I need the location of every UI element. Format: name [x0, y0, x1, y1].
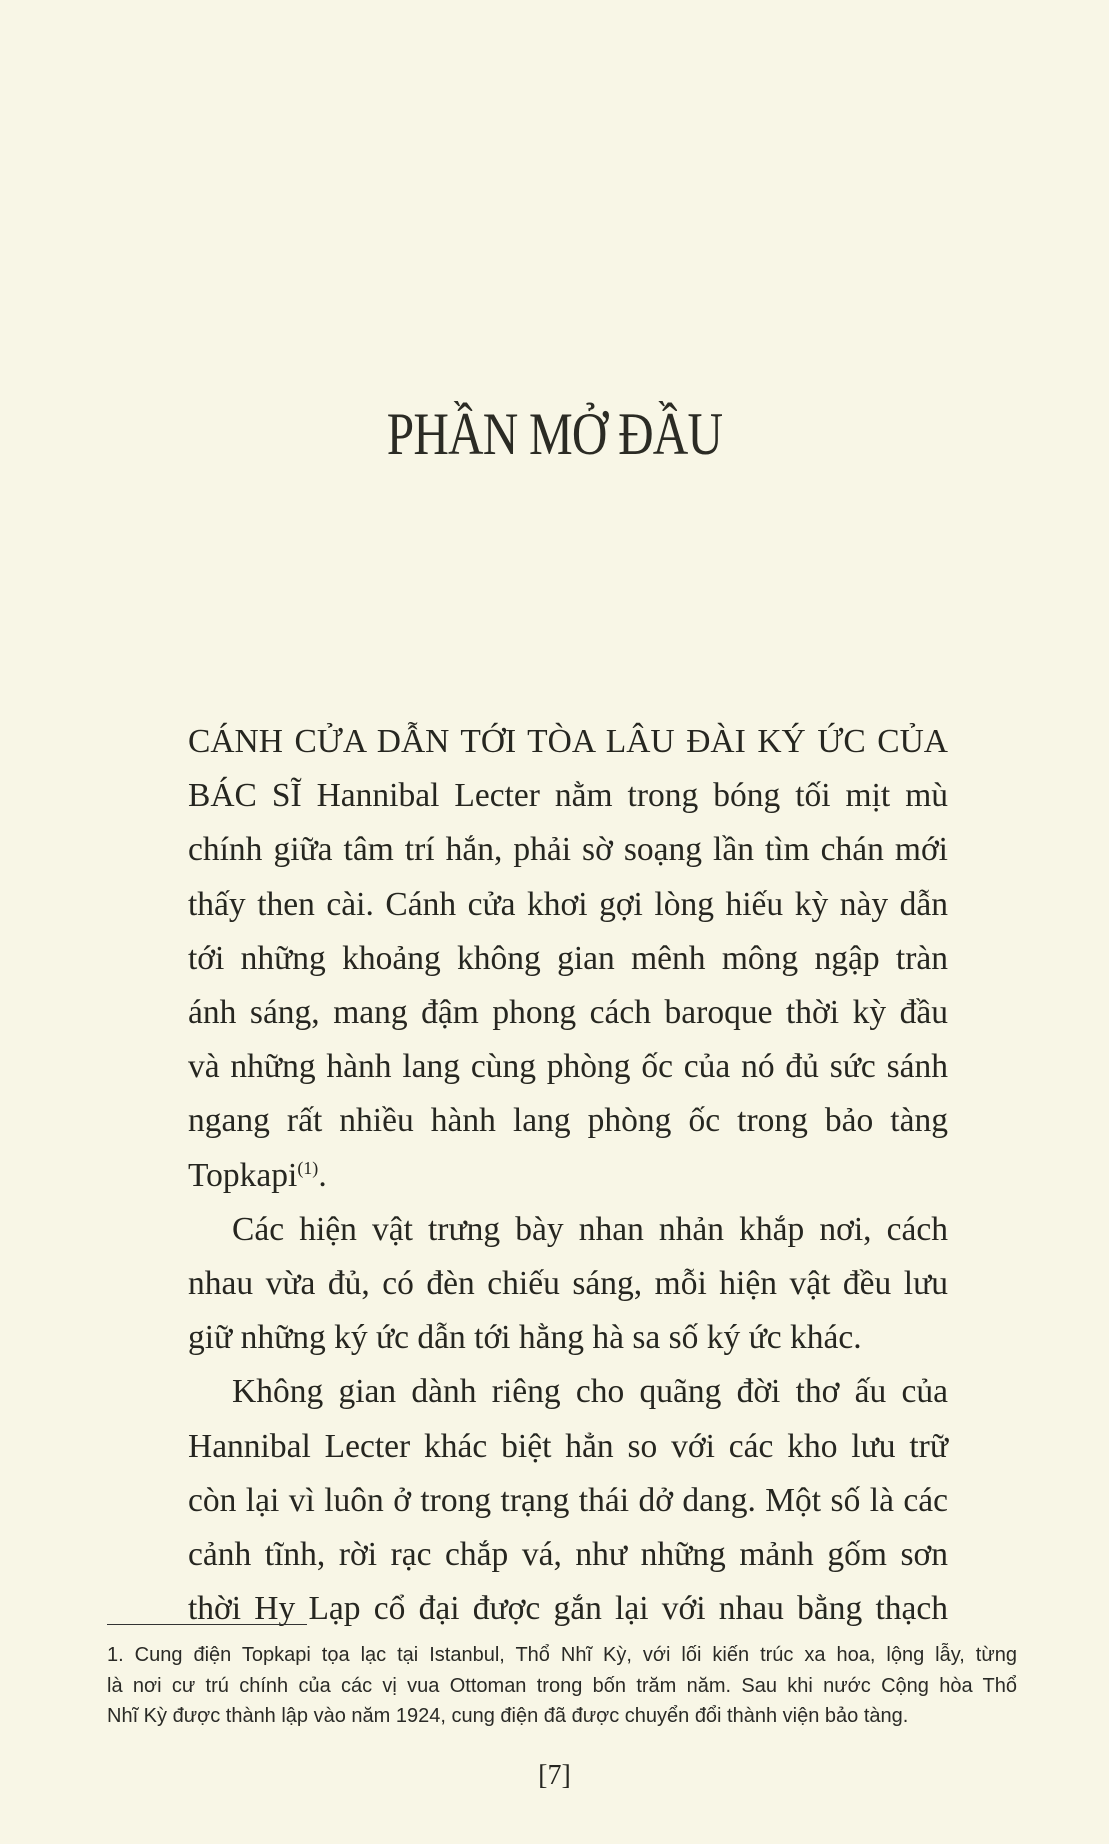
chapter-heading: PHẦN MỞ ĐẦU: [386, 401, 723, 467]
text-line: BÁC SĨ Hannibal Lecter nằm trong bóng tối mịt mù: [188, 777, 948, 815]
paragraph-2: [188, 1203, 948, 1366]
text-line: còn lại vì luôn ở trong trạng thái dở dang. Một số là các: [188, 1481, 948, 1519]
text-line: nhau vừa đủ, có đèn chiếu sáng, mỗi hiện vật đều lưu: [188, 1265, 948, 1303]
page-number: [7]: [538, 1760, 571, 1791]
body-text: [188, 715, 948, 1636]
text-line: chính giữa tâm trí hắn, phải sờ soạng lần tìm chán mới: [188, 831, 948, 869]
text-line: giữ những ký ức dẫn tới hằng hà sa số ký ức khác.: [188, 1319, 862, 1357]
text-line: tới những khoảng không gian mênh mông ngập tràn: [188, 939, 948, 977]
text-line: Hannibal Lecter khác biệt hẳn so với các kho lưu trữ: [188, 1427, 948, 1465]
footnote-divider: [107, 1624, 307, 1625]
footnote-line: 1. Cung điện Topkapi tọa lạc tại Istanbul, Thổ Nhĩ Kỳ, với lối kiến trúc xa hoa, lộng lẫy, từng: [107, 1644, 1017, 1666]
text-line: [188, 1149, 948, 1203]
text-line: CÁNH CỬA DẪN TỚI TÒA LÂU ĐÀI KÝ ỨC CỦA: [188, 723, 948, 760]
paragraph-3: [188, 1365, 948, 1636]
topkapi-word: Topkapi: [188, 1156, 298, 1194]
footnote-ref[interactable]: (1): [297, 1157, 319, 1178]
text-line: Không gian dành riêng cho quãng đời thơ ấu của: [232, 1373, 948, 1411]
text-line: cảnh tĩnh, rời rạc chắp vá, như những mảnh gốm sơn: [188, 1536, 948, 1574]
text-line: ngang rất nhiều hành lang phòng ốc trong bảo tàng: [188, 1102, 948, 1140]
text-line: ánh sáng, mang đậm phong cách baroque thời kỳ đầu: [188, 994, 948, 1032]
text-line: và những hành lang cùng phòng ốc của nó đủ sức sánh: [188, 1048, 948, 1086]
paragraph-1: [188, 715, 948, 1203]
text-line: Các hiện vật trưng bày nhan nhản khắp nơi, cách: [232, 1210, 948, 1248]
text-line: thời Hy Lạp cổ đại được gắn lại với nhau bằng thạch: [188, 1590, 948, 1628]
text-line: thấy then cài. Cánh cửa khơi gợi lòng hiếu kỳ này dẫn: [188, 885, 948, 923]
footnote: [107, 1640, 1017, 1732]
period: .: [318, 1156, 327, 1194]
footnote-line: là nơi cư trú chính của các vị vua Ottoman trong bốn trăm năm. Sau khi nước Cộng hòa Thổ: [107, 1674, 1017, 1697]
footnote-line: Nhĩ Kỳ được thành lập vào năm 1924, cung điện đã được chuyển đổi thành viện bảo tàng.: [107, 1705, 909, 1727]
